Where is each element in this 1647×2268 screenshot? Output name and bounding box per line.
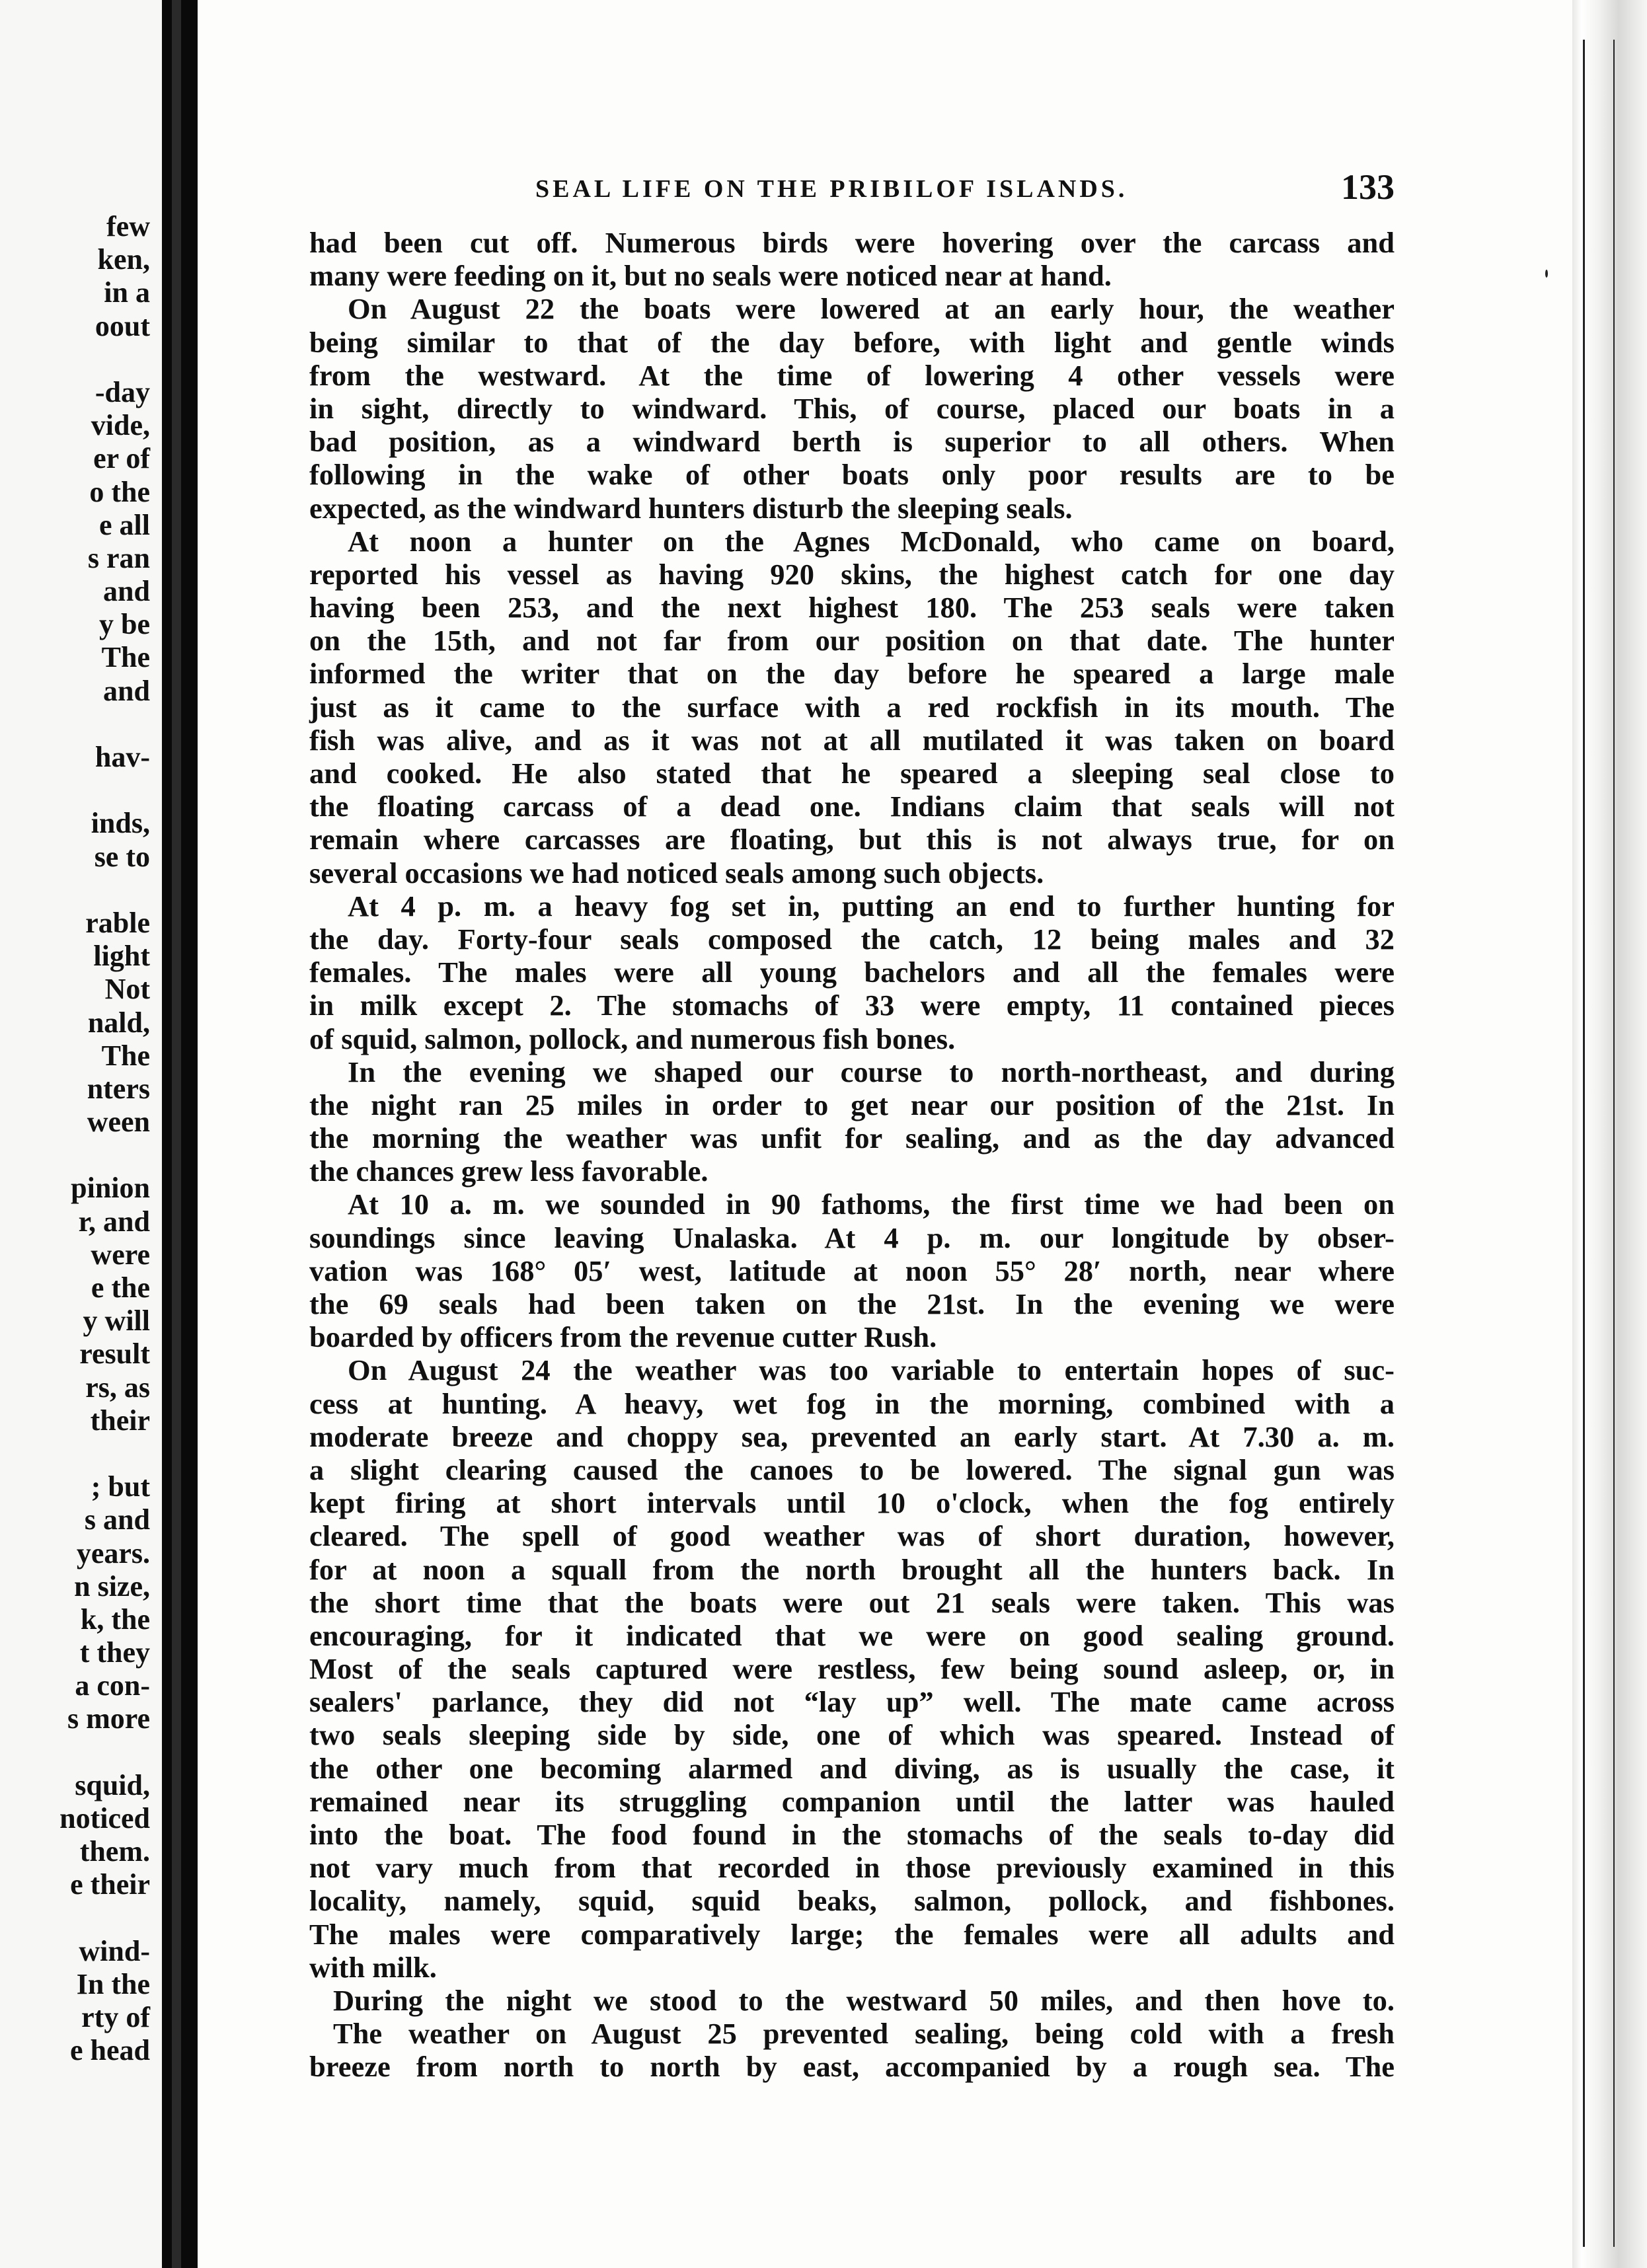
text-line: just as it came to the surface with a red rockfish in its mouth. The [309,690,1395,724]
left-page-fragment: e all [99,508,150,541]
body-text [309,226,1395,2084]
text-line: moderate breeze and choppy sea, prevented an early start. At 7.30 a. m. [309,1419,1395,1453]
text-line: At 4 p. m. a heavy fog set in, putting an end to further hunting for [348,889,1395,923]
left-page-fragment: e head [70,2034,150,2067]
text-line: On August 24 the weather was too variable to entertain hopes of suc- [348,1353,1395,1387]
text-line: The males were comparatively large; the females were all adults and [309,1917,1395,1951]
text-line: remain where carcasses are floating, but this is not always true, for on [309,823,1395,856]
left-page-fragment: them. [79,1835,150,1868]
text-line: females. The males were all young bachelors and all the females were [309,956,1395,989]
left-page-fragment: se to [94,840,150,873]
left-page-fragment: The [101,641,150,674]
left-page-fragment: The [101,1039,150,1072]
text-line: on the 15th, and not far from our position on that date. The hunter [309,624,1395,658]
left-page-fragment: s ran [87,541,150,574]
text-line: informed the writer that on the day before he speared a large male [309,657,1395,691]
left-page-fragment [0,774,150,807]
page-number: 133 [1341,167,1395,207]
left-page-fragment: and [103,674,150,707]
left-page-fragment: -day [95,375,150,408]
left-page-fragment: t they [79,1636,150,1669]
text-line: breeze from north to north by east, accompanied by a rough sea. The [309,2050,1395,2084]
left-page-fragment: Not [104,973,150,1006]
left-page-fragment: wind- [79,1934,150,1967]
text-line: cess at hunting. A heavy, wet fog in the morning, combined with a [309,1386,1395,1420]
left-page-fragment [0,874,150,907]
text-line: At 10 a. m. we sounded in 90 fathoms, the first time we had been on [348,1188,1395,1221]
left-page-fragment: light [93,940,150,973]
left-page-text-fragments [0,210,150,2068]
left-page-fragment: oout [95,309,150,342]
text-line: being similar to that of the day before, with light and gentle winds [309,325,1395,359]
text-line: the night ran 25 miles in order to get near our position of the 21st. In [309,1088,1395,1121]
left-page-fragment: ken, [97,243,150,276]
text-line: the other one becoming alarmed and diving, as is usually the case, it [309,1751,1395,1785]
text-line: expected, as the windward hunters disturb the sleeping seals. [309,491,1073,525]
left-page-fragment: noticed [59,1802,150,1834]
text-line: On August 22 the boats were lowered at an early hour, the weather [348,292,1395,326]
page-edge-line [1613,40,1615,2247]
text-line: into the boat. The food found in the stomachs of the seals to-day did [309,1818,1395,1851]
left-page-fragment: rs, as [85,1371,150,1404]
left-page-fragment: were [91,1238,150,1271]
text-line: from the westward. At the time of lowering 4 other vessels were [309,358,1395,392]
text-line: several occasions we had noticed seals among such objects. [309,856,1044,889]
text-line: In the evening we shaped our course to north-northeast, and during [348,1055,1395,1088]
left-page-fragment: inds, [91,807,150,840]
left-page-fragment [0,708,150,741]
page-edge-line [1583,40,1585,2247]
text-line: vation was 168° 05′ west, latitude at noon 55° 28′ north, near where [309,1254,1395,1287]
text-line: remained near its struggling companion until the latter was hauled [309,1784,1395,1818]
page-header [330,165,1395,211]
text-line: of squid, salmon, pollock, and numerous fish bones. [309,1022,956,1055]
left-page-fragment: their [90,1404,150,1437]
text-line: the morning the weather was unfit for sealing, and as the day advanced [309,1121,1395,1155]
text-line: following in the wake of other boats only poor results are to be [309,458,1395,492]
text-line: The weather on August 25 prevented sealing, being cold with a fresh [333,2017,1395,2051]
running-head: SEAL LIFE ON THE PRIBILOF ISLANDS. [535,175,1128,203]
left-page-fragment: y will [83,1304,150,1338]
left-page-fragment: pinion [71,1172,150,1205]
text-line: Most of the seals captured were restless, few being sound asleep, or, in [309,1652,1395,1686]
text-line: bad position, as a windward berth is superior to all others. When [309,425,1395,459]
text-line: boarded by officers from the revenue cutter Rush. [309,1320,937,1354]
text-line: not vary much from that recorded in those previously examined in this [309,1851,1395,1885]
text-line: encouraging, for it indicated that we were on good sealing ground. [309,1618,1395,1652]
text-line: and cooked. He also stated that he speared a sleeping seal close to [309,757,1395,790]
left-page-fragment [0,343,150,376]
left-page-fragment: nald, [87,1006,150,1039]
left-page-fragment: n size, [74,1569,150,1603]
text-line: kept firing at short intervals until 10 o'clock, when the fog entirely [309,1486,1395,1520]
left-page-fragment: nters [87,1072,150,1105]
gutter-shadow [172,0,181,2268]
text-line: the floating carcass of a dead one. Indians claim that seals will not [309,790,1395,823]
print-speck [1545,270,1548,278]
text-line: the 69 seals had been taken on the 21st. In the evening we were [309,1287,1395,1320]
text-line: had been cut off. Numerous birds were hovering over the carcass and [309,226,1395,259]
left-page-fragment [0,1139,150,1172]
left-facing-page [0,0,162,2268]
left-page-fragment: a con- [75,1669,150,1702]
left-page-fragment [0,1902,150,1935]
left-page-fragment: k, the [80,1603,150,1636]
text-line: two seals sleeping side by side, one of which was speared. Instead of [309,1718,1395,1752]
text-line: sealers' parlance, they did not “lay up” well. The mate came across [309,1685,1395,1719]
left-page-fragment: o the [89,475,150,508]
left-page-fragment: years. [76,1536,150,1569]
text-line: cleared. The spell of good weather was of short duration, however, [309,1519,1395,1553]
text-line: the chances grew less favorable. [309,1154,709,1188]
left-page-fragment: e the [91,1271,150,1304]
text-line: soundings since leaving Unalaska. At 4 p. m. our longitude by obser- [309,1221,1395,1254]
text-line: in sight, directly to windward. This, of course, placed our boats in a [309,391,1395,425]
left-page-fragment: ween [87,1106,150,1139]
text-line: the short time that the boats were out 21 seals were taken. This was [309,1585,1395,1619]
text-line: with milk. [309,1950,437,1984]
text-line: in milk except 2. The stomachs of 33 were empty, 11 contained pieces [309,989,1395,1022]
left-page-fragment: s more [67,1702,150,1735]
text-line: a slight clearing caused the canoes to be lowered. The signal gun was [309,1453,1395,1486]
page-edge [1572,0,1647,2268]
left-page-fragment: rable [85,906,150,939]
left-page-fragment: rty of [81,2001,150,2034]
left-page-fragment: er of [93,442,150,475]
text-line: many were feeding on it, but no seals were noticed near at hand. [309,259,1112,293]
left-page-fragment: hav- [95,741,150,773]
text-line: fish was alive, and as it was not at all mutilated it was taken on board [309,723,1395,757]
left-page-fragment: few [106,210,150,243]
left-page-fragment: s and [84,1503,150,1536]
left-page-fragment: y be [99,608,150,641]
text-line: locality, namely, squid, squid beaks, salmon, pollock, and fishbones. [309,1884,1395,1918]
left-page-fragment [0,1736,150,1769]
left-page-fragment: in a [104,276,150,309]
left-page-fragment: In the [76,1967,150,2000]
text-line: having been 253, and the next highest 180. The 253 seals were taken [309,591,1395,624]
left-page-fragment [0,1437,150,1470]
text-line: At noon a hunter on the Agnes McDonald, who came on board, [348,524,1395,558]
left-page-fragment: squid, [75,1768,150,1801]
left-page-fragment: r, and [78,1205,150,1238]
left-page-fragment: e their [70,1868,150,1901]
text-line: for at noon a squall from the north brought all the hunters back. In [309,1552,1395,1586]
left-page-fragment: vide, [91,409,150,442]
text-line: During the night we stood to the westward 50 miles, and then hove to. [333,1983,1395,2017]
text-line: the day. Forty-four seals composed the catch, 12 being males and 32 [309,922,1395,956]
left-page-fragment: and [103,575,150,608]
text-line: reported his vessel as having 920 skins, the highest catch for one day [309,557,1395,591]
left-page-fragment: ; but [91,1470,150,1503]
left-page-fragment: result [79,1338,150,1371]
